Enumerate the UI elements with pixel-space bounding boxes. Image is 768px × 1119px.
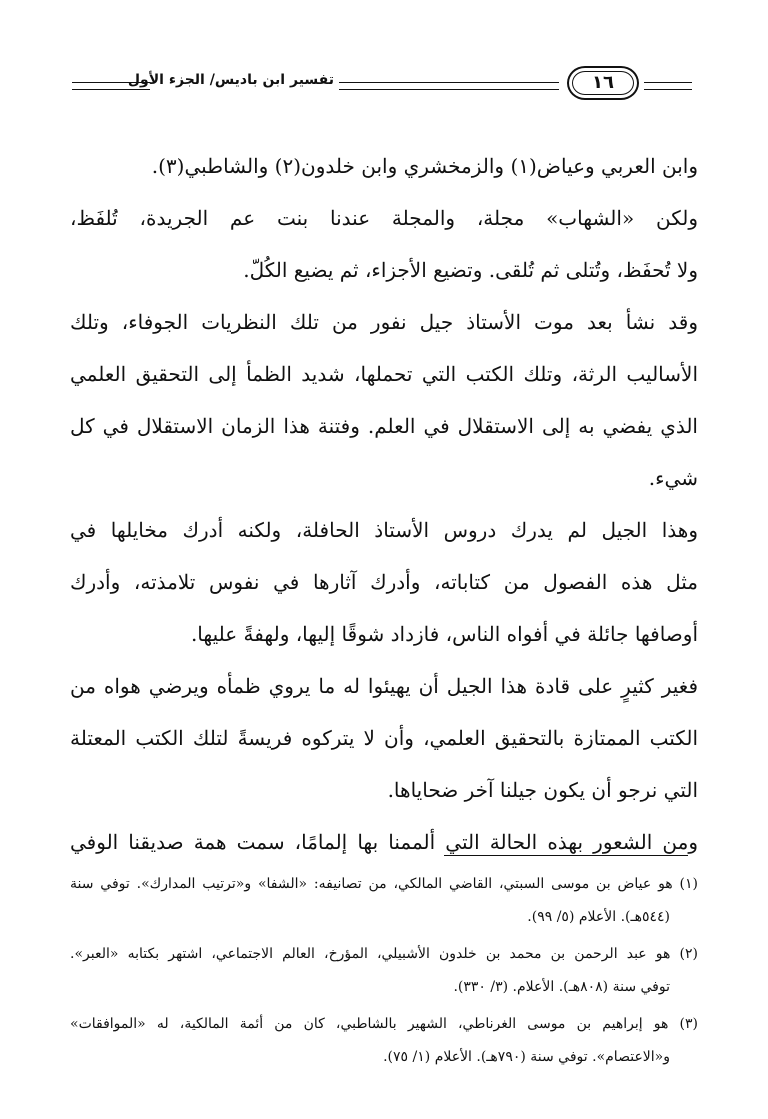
text-line: الأساليب الرثة، وتلك الكتب التي تحملها، شديد الظمأ إلى التحقيق العلمي: [70, 362, 698, 386]
main-text: [70, 140, 698, 868]
text-line: شيء.: [648, 466, 698, 490]
footnote-line: (٣) هو إبراهيم بن موسى الغرناطي، الشهير بالشاطبي، كان من أئمة المالكية، له «الموافقات»: [70, 1016, 698, 1032]
text-line: فغير كثيرٍ على قادة هذا الجيل أن يهيئوا له ما يروي ظمأه ويرضي هواه من: [70, 674, 699, 698]
text-line: ومن الشعور بهذه الحالة التي ألممنا بها إلمامًا، سمت همة صديقنا الوفي: [70, 830, 698, 854]
text-line: ولكن «الشهاب» مجلة، والمجلة عندنا بنت عم الجريدة، تُلفَظ،: [70, 206, 698, 230]
text-line: وقد نشأ بعد موت الأستاذ جيل نفور من تلك النظريات الجوفاء، وتلك: [70, 310, 698, 334]
text-line: الذي يفضي به إلى الاستقلال في العلم. وفتنة هذا الزمان الاستقلال في كل: [70, 414, 698, 438]
header-title: تفسير ابن باديس/ الجزء الأول: [127, 72, 334, 88]
text-line: الكتب الممتازة بالتحقيق العلمي، وأن لا يتركوه فريسةً لتلك الكتب المعتلة: [70, 726, 698, 750]
footnote-separator: [444, 855, 688, 856]
text-line: مثل هذه الفصول من كتاباته، وأدرك آثارها في نفوس تلامذته، وأدرك: [70, 570, 698, 594]
footnote-line: (٥٤٤هـ). الأعلام (٥/ ٩٩).: [527, 909, 670, 925]
running-header: [72, 64, 692, 110]
footnote-line: توفي سنة (٨٠٨هـ). الأعلام. (٣/ ٣٣٠).: [453, 979, 670, 995]
text-line: التي نرجو أن يكون جيلنا آخر ضحاياها.: [387, 778, 698, 802]
text-line: وهذا الجيل لم يدرك دروس الأستاذ الحافلة، ولكنه أدرك مخايلها في: [70, 518, 698, 542]
header-rule-middle: [339, 82, 559, 90]
text-line: وابن العربي وعياض(١) والزمخشري وابن خلدون(٢) والشاطبي(٣).: [151, 154, 698, 178]
page-number: ١٦: [592, 71, 614, 93]
footnote-line: و«الاعتصام». توفي سنة (٧٩٠هـ). الأعلام (١/ ٧٥).: [383, 1049, 670, 1065]
footnotes: [70, 868, 698, 1074]
header-rule-right: [644, 82, 692, 90]
footnote-line: (١) هو عياض بن موسى السبتي، القاضي المالكي، من تصانيفه: «الشفا» و«ترتيب المدارك». توفي سنة: [70, 876, 698, 892]
text-line: ولا تُحفَظ، وتُتلى ثم تُلقى. وتضيع الأجزاء، ثم يضيع الكُلّ.: [243, 258, 698, 282]
text-line: أوصافها جائلة في أفواه الناس، فازداد شوقًا إليها، ولهفةً عليها.: [190, 622, 698, 646]
page-number-frame: [567, 66, 639, 100]
footnote-line: (٢) هو عبد الرحمن بن محمد بن خلدون الأشبيلي، المؤرخ، العالم الاجتماعي، اشتهر بكتابه «العبر».: [70, 946, 698, 962]
